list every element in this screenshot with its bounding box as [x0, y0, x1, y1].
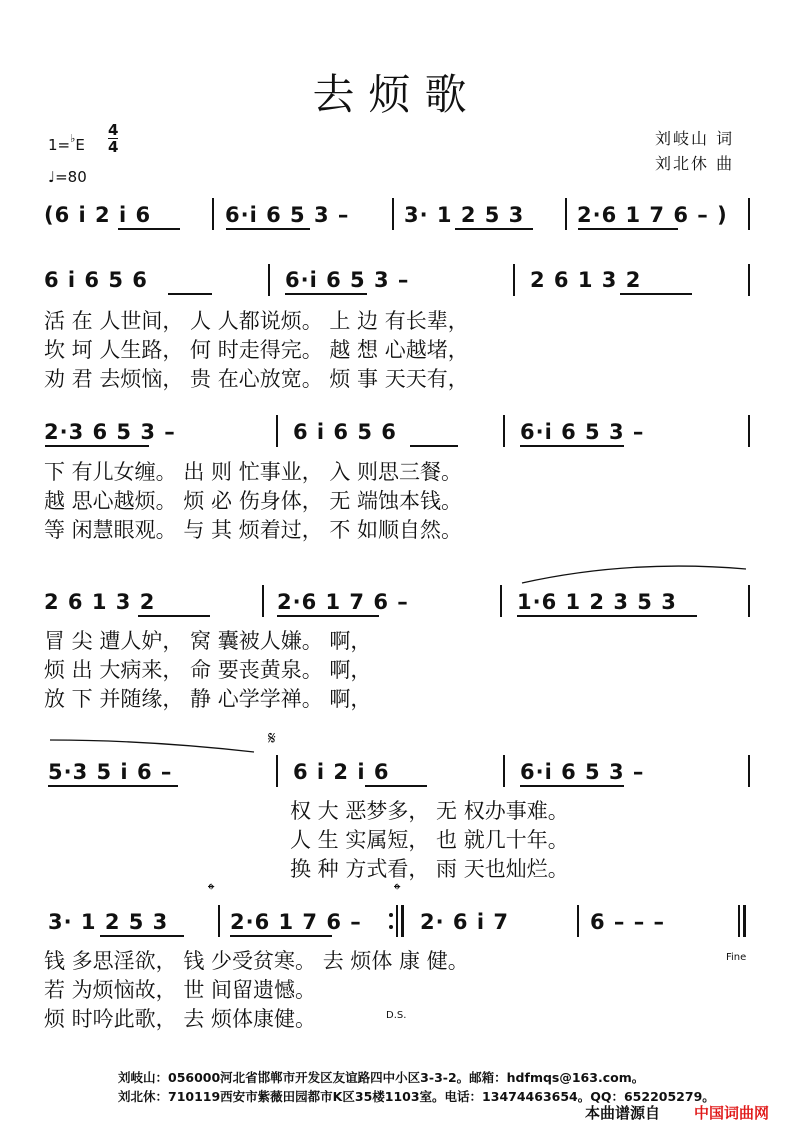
song-title: 去烦歌 — [312, 70, 481, 119]
barline — [503, 415, 505, 447]
beam — [118, 228, 180, 230]
lyric-3-3: 放 下 并随缘， 静 心学学禅。 啊， — [44, 687, 372, 711]
lyric-1-1: 活 在 人世间， 人 人都说烦。 上 边 有长辈， — [44, 309, 469, 333]
measure-intro-1: (6 i 2 i 6 — [44, 203, 152, 227]
composer-credit: 刘北休 曲 — [655, 154, 735, 173]
measure-5-2: 2·6 1 7 6 – — [230, 910, 362, 934]
time-signature — [108, 122, 118, 155]
beam — [520, 445, 624, 447]
footer-composer-address: 刘北休：710119西安市紫薇田园都市K区35楼1103室。电话：13474463654。QQ：652205279。 — [118, 1089, 715, 1104]
quarter-note-icon: ♩ — [48, 168, 56, 186]
barline — [748, 415, 750, 447]
measure-4-3: 6·i 6 5 3 – — [520, 760, 645, 784]
barline — [276, 755, 278, 787]
lyric-4-3: 换 种 方式看， 雨 天也灿烂。 — [290, 857, 569, 881]
barline — [212, 198, 214, 230]
lyric-1-3: 劝 君 去烦恼， 贵 在心放宽。 烦 事 天天有， — [44, 367, 469, 391]
coda-sign-icon: 𝄌 — [208, 880, 215, 901]
footer-lyricist-address: 刘岐山：056000河北省邯郸市开发区友谊路四中小区3-3-2。邮箱：hdfmqs@163.com。 — [118, 1070, 645, 1085]
repeat-barline — [396, 905, 398, 937]
beam — [48, 785, 178, 787]
repeat-dot — [389, 925, 393, 929]
lyricist-credit: 刘岐山 词 — [655, 129, 735, 148]
measure-3-2: 2·6 1 7 6 – — [277, 590, 409, 614]
beam — [100, 935, 184, 937]
beam — [578, 228, 678, 230]
barline — [748, 198, 750, 230]
final-barline-thick — [743, 905, 746, 937]
source-label: 本曲谱源自 — [585, 1104, 661, 1122]
beam — [138, 615, 210, 617]
tempo-value: =80 — [55, 168, 87, 186]
barline — [503, 755, 505, 787]
barline — [392, 198, 394, 230]
beam — [230, 935, 332, 937]
barline — [276, 415, 278, 447]
lyric-3-2: 烦 出 大病来， 命 要丧黄泉。 啊， — [44, 658, 372, 682]
repeat-dot — [389, 913, 393, 917]
slur — [48, 736, 258, 756]
time-top: 4 — [108, 121, 119, 139]
measure-2-3: 6·i 6 5 3 – — [520, 420, 645, 444]
lyric-2-1: 下 有儿女缠。 出 则 忙事业， 入 则思三餐。 — [44, 460, 463, 484]
beam — [517, 615, 697, 617]
beam — [520, 785, 624, 787]
repeat-barline-thick — [401, 905, 404, 937]
lyric-4-1: 权 大 恶梦多， 无 权办事难。 — [290, 799, 569, 823]
beam — [410, 445, 458, 447]
tempo-mark — [48, 168, 87, 186]
slur — [520, 565, 748, 585]
measure-2-1: 2·3 6 5 3 – — [44, 420, 176, 444]
flat-sign: ♭ — [70, 132, 76, 145]
beam — [226, 228, 310, 230]
lyric-2-3: 等 闲慧眼观。 与 其 烦着过， 不 如顺自然。 — [44, 518, 463, 542]
measure-4-2: 6 i 2 i 6 — [293, 760, 390, 784]
barline — [262, 585, 264, 617]
beam — [277, 615, 379, 617]
beam — [620, 293, 692, 295]
measure-intro-2: 6·i 6 5 3 – — [225, 203, 350, 227]
lyric-5-3: 烦 时吟此歌， 去 烦体康健。 — [44, 1007, 317, 1031]
barline — [565, 198, 567, 230]
final-barline — [738, 905, 740, 937]
barline — [748, 755, 750, 787]
key-note: E — [75, 136, 85, 154]
measure-intro-3: 3· 1 2 5 3 — [404, 203, 525, 227]
beam — [455, 228, 533, 230]
measure-1-3: 2 6 1 3 2 — [530, 268, 642, 292]
barline — [513, 264, 515, 296]
lyric-5-1: 钱 多思淫欲， 钱 少受贫寒。 去 烦体 康 健。 — [44, 949, 469, 973]
beam — [285, 293, 367, 295]
segno-sign-icon: 𝄋 — [268, 728, 276, 749]
coda-sign-icon: 𝄌 — [394, 880, 401, 901]
measure-1-1: 6 i 6 5 6 — [44, 268, 148, 292]
lyric-2-2: 越 思心越烦。 烦 必 伤身体， 无 端蚀本钱。 — [44, 489, 463, 513]
beam — [365, 785, 427, 787]
beam — [168, 293, 212, 295]
barline — [748, 264, 750, 296]
site-name[interactable]: 中国词曲网 — [694, 1104, 770, 1122]
lyric-3-1: 冒 尖 遭人妒， 窝 囊被人嫌。 啊， — [44, 629, 372, 653]
measure-5-3: 2· 6 i 7 — [420, 910, 509, 934]
lyric-5-2: 若 为烦恼故， 世 间留遗憾。 — [44, 978, 317, 1002]
barline — [500, 585, 502, 617]
measure-4-1: 5·3 5 i 6 – — [48, 760, 173, 784]
key-signature — [48, 132, 85, 154]
measure-1-2: 6·i 6 5 3 – — [285, 268, 410, 292]
lyric-4-2: 人 生 实属短， 也 就几十年。 — [290, 828, 569, 852]
lyric-1-2: 坎 坷 人生路， 何 时走得完。 越 想 心越堵， — [44, 338, 469, 362]
barline — [218, 905, 220, 937]
key-prefix: 1= — [48, 136, 71, 154]
ds-mark: D.S. — [386, 1010, 407, 1021]
barline — [268, 264, 270, 296]
time-bottom: 4 — [108, 138, 119, 156]
measure-5-4: 6 – – – — [590, 910, 666, 934]
measure-2-2: 6 i 6 5 6 — [293, 420, 397, 444]
measure-3-1: 2 6 1 3 2 — [44, 590, 156, 614]
measure-5-1: 3· 1 2 5 3 — [48, 910, 169, 934]
barline — [748, 585, 750, 617]
fine-mark: Fine — [726, 952, 747, 963]
measure-3-3: 1·6 1 2 3 5 3 — [517, 590, 677, 614]
measure-intro-4: 2·6 1 7 6 – ) — [577, 203, 728, 227]
beam — [45, 445, 149, 447]
barline — [577, 905, 579, 937]
